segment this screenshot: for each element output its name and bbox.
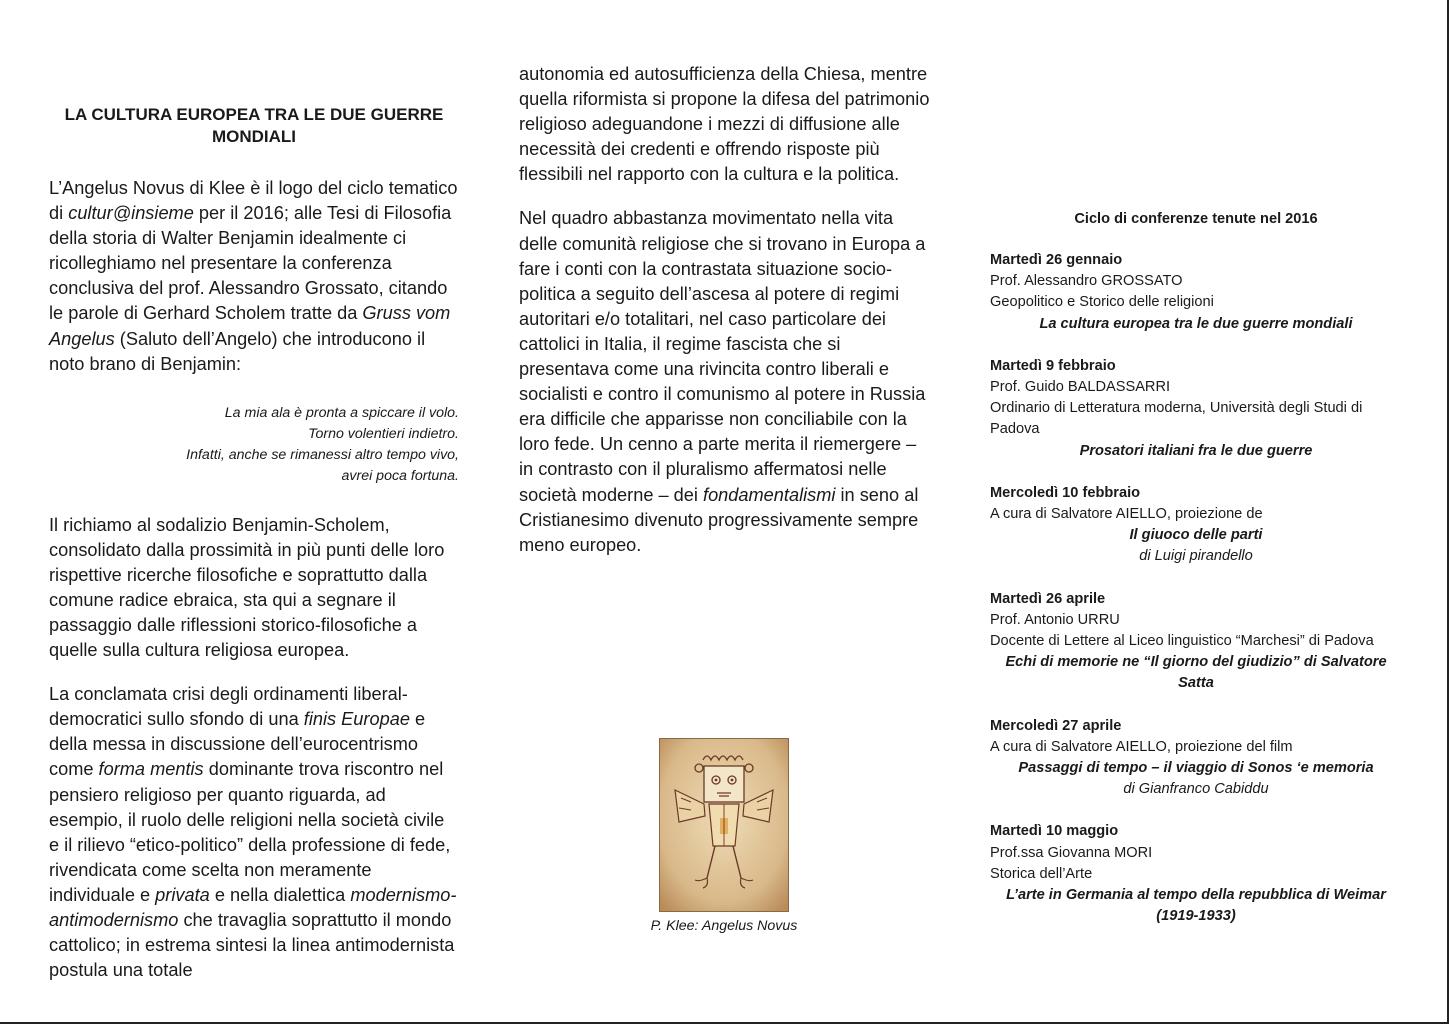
scholem-quote [49,403,459,488]
article-title [49,104,459,148]
intro-italic-2: Gruss vom Angelus [49,303,451,349]
religious-communities-paragraph [519,206,931,557]
communities-italic-1: fondamentalismi [703,484,836,505]
events-list [990,250,1402,927]
event-speaker-line: Storica dell’Arte [990,865,1093,882]
benjamin-scholem-paragraph: Il richiamo al sodalizio Benjamin-Scholem, consolidato dalla prossimità in più punti delle loro rispettive ricerche filosofiche e soprattutto dalla comune radice ebraica, sta qui a segnare il passaggio dalle riflessioni storico-filosofiche a quelle sulla cultura religiosa europea. [49,514,445,661]
crisis-italic-1: finis Europae [303,709,410,730]
crisis-italic-3: privata [155,884,210,905]
event-item [990,356,1402,462]
angelus-novus-painting [659,738,789,912]
middle-column [519,62,931,558]
event-item [990,821,1402,927]
intro-text-2: per il 2016; alle Tesi di Filosofia della storia di Walter Benjamin idealmente ci ricolleghiamo nel presentare la conferenza conclusiva del prof. Alessandro Grossato, citando le parole di Gerhard Scholem tratte da [49,203,452,324]
quote-line: avrei poca fortuna. [341,468,459,485]
event-speaker-line: Prof. Alessandro GROSSATO [990,273,1183,290]
crisis-italic-4: modernismo-antimodernismo [49,884,457,930]
event-speaker-line: Prof. Guido BALDASSARRI [990,379,1171,396]
communities-text-1: Nel quadro abbastanza movimentato nella vita delle comunità religiose che si trovano in Europa a fare i conti con la contrastata situazione socio-politica a seguito dell’ascesa al potere di regimi autoritari e/o totalitari, nel caso particolare dei cattolici in Italia, il regime fascista che si presentava come una rivincita contro liberali e socialisti e contro il comunismo al potere in Russia era difficile che apparisse non conciliabile con la loro fede. Un cenno a parte merita il riemergere – in contrasto con il pluralismo affermatosi nelle società moderne – dei [519,208,926,505]
communities-text-2: in seno al Cristianesimo divenuto progressivamente sempre meno europeo. [519,484,919,555]
left-column [49,104,459,983]
conference-cycle-title: Ciclo di conferenze tenute nel 2016 [1074,211,1318,227]
event-speaker-line: Geopolitico e Storico delle religioni [990,294,1214,311]
event-speaker-line: Prof.ssa Giovanna MORI [990,844,1153,861]
event-item [990,483,1402,568]
event-speaker-line: Ordinario di Letteratura moderna, Università degli Studi di Padova [990,400,1363,438]
crisis-italic-2: forma mentis [98,759,204,780]
event-date: Martedì 26 aprile [990,590,1106,607]
event-title: Echi di memorie ne “Il giorno del giudizio” di Salvatore Satta [1005,654,1387,692]
event-author: di Luigi pirandello [1139,548,1253,565]
event-title: Il giuoco delle parti [1129,527,1263,544]
intro-text-3: (Saluto dell’Angelo) che introducono il noto brano di Benjamin: [49,328,426,374]
painting-caption: P. Klee: Angelus Novus [650,918,798,934]
crisis-paragraph [49,682,459,983]
crisis-text-1: La conclamata crisi degli ordinamenti liberal-democratici sullo sfondo di una [49,684,408,730]
event-title: La cultura europea tra le due guerre mondiali [1039,315,1353,332]
intro-text-1: L’Angelus Novus di Klee è il logo del ciclo tematico di [49,178,458,224]
event-date: Martedì 26 gennaio [990,252,1123,268]
right-column [990,209,1402,948]
event-speaker-line: Prof. Antonio URRU [990,611,1120,628]
crisis-text-3: dominante trova riscontro nel pensiero religioso per quanto riguarda, ad esempio, il ruolo delle religioni nella società civile e il rilievo “etico-politico” della professione di fede, rivendicata come scelta non meramente individuale e [49,759,451,905]
quote-line: La mia ala è pronta a spiccare il volo. [224,404,459,421]
event-title: L’arte in Germania al tempo della repubblica di Weimar (1919-1933) [1006,887,1386,925]
intro-paragraph [49,176,459,377]
event-date: Martedì 9 febbraio [990,357,1116,374]
event-item [990,250,1402,335]
intro-italic-1: cultur@insieme [68,203,194,224]
crisis-text-5: che travaglia soprattutto il mondo cattolico; in estrema sintesi la linea antimodernista postula una totale [49,909,455,981]
church-autonomy-paragraph: autonomia ed autosufficienza della Chiesa, mentre quella riformista si propone la difesa del patrimonio religioso adeguandone i mezzi di diffusione alle necessità dei credenti e offrendo risposte più flessibili nel rapporto con la cultura e la politica. [519,64,930,185]
event-speaker-line: A cura di Salvatore AIELLO, proiezione del film [990,738,1293,755]
event-title: Passaggi di tempo – il viaggio di Sonos ‘e memoria [1018,760,1374,777]
crisis-text-2: e della messa in discussione dell’eurocentrismo come [49,709,426,780]
event-speaker-line: Docente di Lettere al Liceo linguistico “Marchesi” di Padova [990,633,1374,650]
event-date: Mercoledì 10 febbraio [990,484,1141,501]
event-title: Prosatori italiani fra le due guerre [1079,442,1313,459]
event-date: Mercoledì 27 aprile [990,717,1122,734]
article-title-line1: LA CULTURA EUROPEA TRA LE DUE GUERRE [64,105,444,124]
event-item [990,589,1402,695]
event-item [990,716,1402,801]
quote-line: Torno volentieri indietro. [308,425,459,442]
event-speaker-line: A cura di Salvatore AIELLO, proiezione de [990,506,1263,523]
event-author: di Gianfranco Cabiddu [1123,781,1269,798]
event-date: Martedì 10 maggio [990,823,1119,840]
crisis-text-4: e nella dialettica [209,884,351,905]
quote-line: Infatti, anche se rimanessi altro tempo vivo, [186,447,459,464]
article-title-line2: MONDIALI [211,127,297,146]
